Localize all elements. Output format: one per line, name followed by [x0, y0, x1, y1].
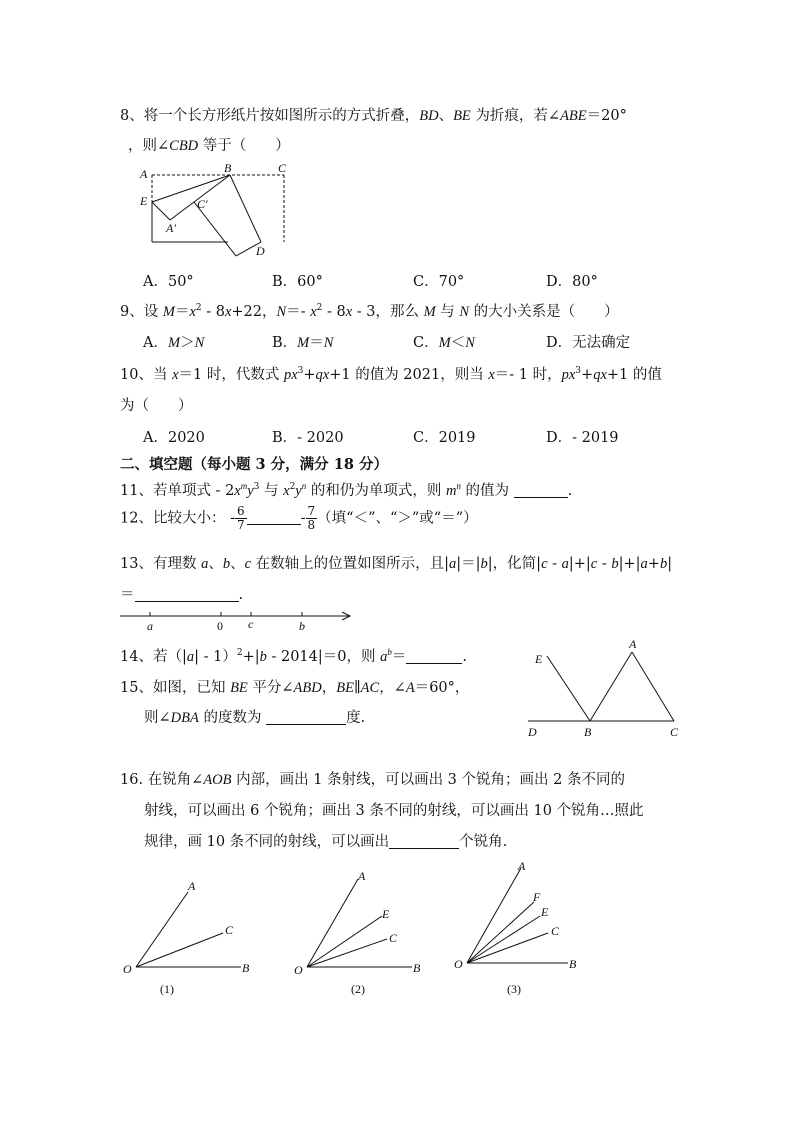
- fig2-label-E: E: [382, 907, 390, 921]
- fig3-label-F: F: [533, 890, 541, 904]
- axis-label-0: 0: [217, 619, 223, 633]
- q16-line2: 射线，可以画出 6 个锐角；画出 3 条不同的射线，可以画出 10 个锐角…照此: [144, 803, 644, 819]
- q10-option-c[interactable]: C．2019: [413, 430, 476, 446]
- q9-option-c[interactable]: C．M＜N: [413, 335, 475, 351]
- q9-option-d[interactable]: D．无法确定: [546, 335, 631, 351]
- fig1-label-C: C: [225, 923, 234, 937]
- q16-answer-blank[interactable]: [389, 834, 459, 849]
- q9-option-a[interactable]: A．M＞N: [143, 335, 205, 351]
- q13-line2: ＝ .: [120, 587, 244, 603]
- q15-label-D: D: [528, 725, 537, 739]
- q15-figure: [522, 634, 692, 744]
- q9-option-b[interactable]: B．M＝N: [272, 335, 334, 351]
- q11-text: 11、若单项式 - $2x^my^3$ 与 $x^2y^n$ 的和仍为单项式，则 $m^n$ 的值为 .: [120, 481, 573, 499]
- q8-label-C: C: [278, 161, 287, 175]
- fig1-caption: (1): [160, 982, 174, 996]
- q8-figure: [136, 160, 296, 265]
- q10-options: [0, 426, 794, 446]
- fig3-label-E: E: [541, 905, 549, 919]
- q14-text: 14、若（|a| - 1）$^2$+|b - 2014|＝0，则 $a^b=$ .: [120, 647, 467, 665]
- fig3-label-O: O: [454, 957, 463, 971]
- q13-line1: 13、有理数 a、b、c 在数轴上的位置如图所示，且|a|＝|b|，化简|c - a|+|c - b|+|a+b|: [120, 556, 673, 572]
- q8-options: [0, 270, 794, 290]
- q8-line2: ，则∠CBD 等于（ ）: [128, 138, 290, 154]
- fig1-label-O: O: [123, 962, 132, 976]
- q11-answer-blank[interactable]: [514, 483, 568, 498]
- fig3-label-C: C: [551, 924, 560, 938]
- q10-option-d[interactable]: D．- 2019: [546, 430, 619, 446]
- fig1-label-A: A: [188, 879, 196, 893]
- q14-answer-blank[interactable]: [406, 649, 462, 664]
- q10-option-b[interactable]: B．- 2020: [272, 430, 344, 446]
- q13-number-line: [120, 607, 360, 635]
- axis-label-a: a: [147, 619, 153, 633]
- q12-fraction-1: $\frac{6}{7}$: [236, 504, 245, 532]
- q13-answer-blank[interactable]: [135, 587, 239, 602]
- q15-label-C: C: [670, 725, 679, 739]
- q8-label-Ap: A′: [166, 221, 176, 235]
- q8-option-c[interactable]: C．70°: [413, 274, 465, 290]
- fig2-label-A: A: [358, 869, 366, 883]
- fig2-label-O: O: [294, 963, 303, 977]
- q8-option-d[interactable]: D．80°: [546, 274, 598, 290]
- q8-option-a[interactable]: A．50°: [143, 274, 194, 290]
- q16-figure-2: [290, 866, 430, 1000]
- q16-line1: 16. 在锐角∠AOB 内部，画出 1 条射线，可以画出 3 个锐角；画出 2 条不同的: [120, 772, 625, 788]
- q8-label-E: E: [140, 194, 148, 208]
- q16-figure-1: [118, 876, 258, 1000]
- fig3-label-A: A: [518, 859, 526, 873]
- q12-text: 12、比较大小： - $\frac{6}{7}$ - $\frac{7}{8}$ （填“＜”、“＞”或“＝”）: [120, 504, 478, 532]
- q8-label-Cp: C′: [197, 197, 208, 211]
- q15-label-A: A: [629, 637, 637, 651]
- q8-label-A: A: [140, 167, 148, 181]
- q9-options: [0, 331, 794, 351]
- q16-figure-3: [450, 856, 590, 1000]
- q15-line1: 15、如图，已知 BE 平分∠ABD，BE∥AC，∠A＝60°，: [120, 680, 470, 696]
- fig3-label-B: B: [569, 957, 577, 971]
- fig2-label-B: B: [413, 961, 421, 975]
- q10-option-a[interactable]: A．2020: [143, 430, 205, 446]
- q15-line2: 则∠DBA 的度数为 度.: [144, 710, 366, 726]
- axis-label-c: c: [248, 617, 254, 631]
- q8-label-B: B: [224, 161, 232, 175]
- fig3-caption: (3): [507, 982, 521, 996]
- q10-line2: 为（ ）: [120, 398, 193, 414]
- q15-label-E: E: [535, 652, 543, 666]
- fig2-label-C: C: [389, 931, 398, 945]
- q16-line3: 规律，画 10 条不同的射线，可以画出 个锐角.: [144, 834, 508, 850]
- q8-label-D: D: [256, 244, 265, 258]
- q12-answer-blank[interactable]: [247, 510, 301, 525]
- q8-line1: 8、将一个长方形纸片按如图所示的方式折叠，BD、BE 为折痕，若∠ABE＝20°: [120, 108, 627, 124]
- axis-label-b: b: [299, 619, 305, 633]
- q12-fraction-2: $\frac{7}{8}$: [307, 504, 316, 532]
- q15-answer-blank[interactable]: [266, 710, 346, 725]
- q15-label-B: B: [584, 725, 592, 739]
- fig2-caption: (2): [351, 982, 365, 996]
- fig1-label-B: B: [242, 961, 250, 975]
- q10-line1: 10、当 x＝1 时，代数式 $px^3+qx+1$ 的值为 2021，则当 x＝- 1 时，$px^3+qx+1$ 的值: [120, 366, 662, 383]
- section-title-fill-in: 二、填空题（每小题 3 分，满分 18 分）: [120, 456, 388, 473]
- q8-option-b[interactable]: B．60°: [272, 274, 323, 290]
- q9-text: 9、设 $M=x^2 - 8x+22$，N＝- $x^2 - 8x - 3$，那么 M 与 N 的大小关系是（ ）: [120, 303, 619, 320]
